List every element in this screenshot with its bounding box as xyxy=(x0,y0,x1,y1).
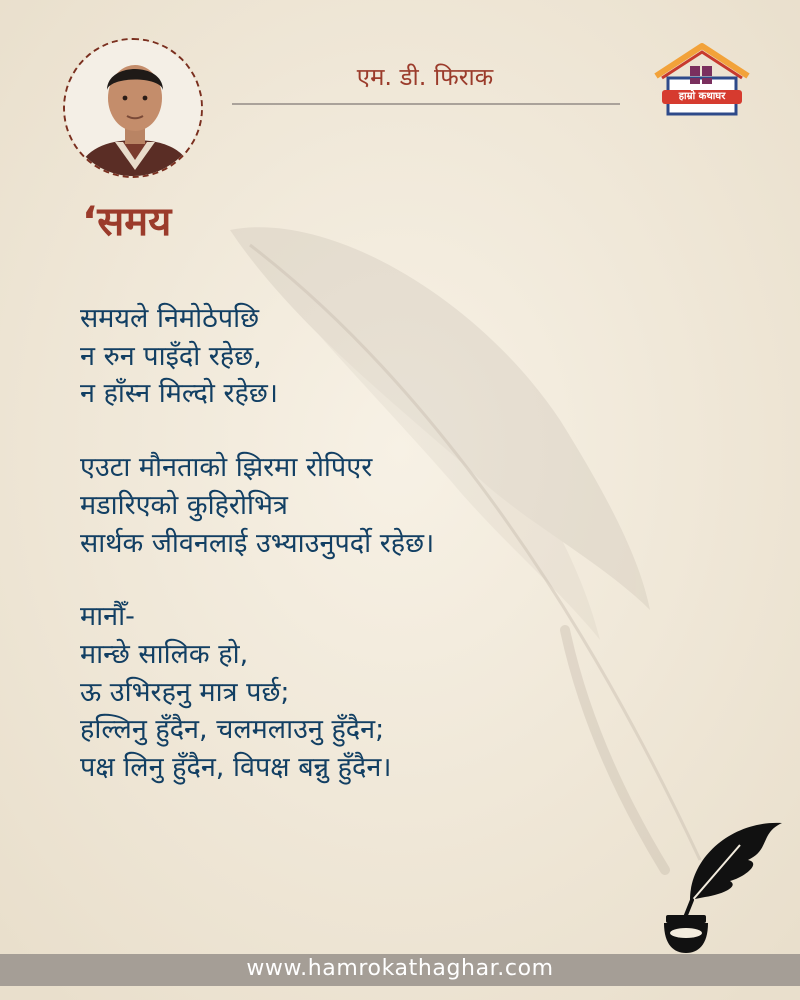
footer-bar xyxy=(0,954,800,986)
poem-line: मानौँ- xyxy=(80,601,135,633)
house-logo-icon xyxy=(652,42,752,120)
poem-line: सार्थक जीवनलाई उभ्याउनुपर्दो रहेछ। xyxy=(80,527,435,559)
poem-line: ऊ उभिरहनु मात्र पर्छ; xyxy=(80,676,290,708)
poem-title: ‘समय xyxy=(82,199,172,245)
stanza-1 xyxy=(80,300,434,413)
poem-line: न रुन पाइँदो रहेछ, xyxy=(80,340,262,372)
poem-line: हल्लिनु हुँदैन, चलमलाउनु हुँदैन; xyxy=(80,714,385,746)
poem-line: न हाँस्न मिल्दो रहेछ। xyxy=(80,378,279,410)
logo-text: हाम्रो कथाघर xyxy=(678,91,726,102)
author-photo xyxy=(63,38,203,178)
poem-line: मान्छे सालिक हो, xyxy=(80,638,249,670)
poem-line: पक्ष लिनु हुँदैन, विपक्ष बन्नु हुँदैन। xyxy=(80,752,392,784)
poem-line: समयले निमोठेपछि xyxy=(80,303,260,334)
poem-line: एउटा मौनताको झिरमा रोपिएर xyxy=(80,452,373,484)
poem-line: मडारिएको कुहिरोभित्र xyxy=(80,489,288,521)
author-name: एम. डी. फिराक xyxy=(356,63,494,91)
website-link[interactable]: www.hamrokathaghar.com xyxy=(246,956,554,981)
poem-body xyxy=(80,300,434,787)
quill-inkpot-icon xyxy=(650,815,785,955)
header-divider xyxy=(232,103,620,105)
stanza-3 xyxy=(80,598,434,787)
stanza-2 xyxy=(80,449,434,562)
